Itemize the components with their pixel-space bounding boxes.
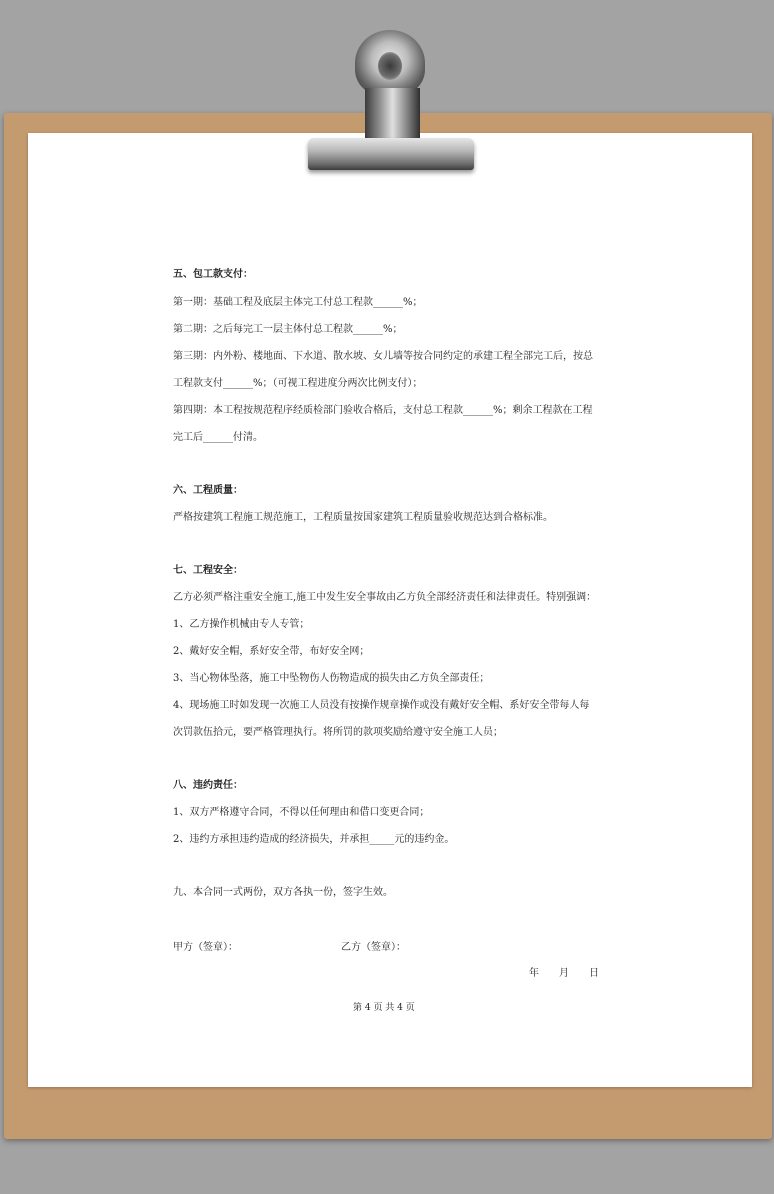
- text-line: 乙方必须严格注重安全施工,施工中发生安全事故由乙方负全部经济责任和法律责任。特别强调：: [173, 592, 597, 603]
- text-line: 第三期：内外粉、楼地面、下水道、散水坡、女儿墙等按合同约定的承建工程全部完工后，按总: [173, 351, 593, 362]
- section-heading: 六、工程质量：: [173, 485, 243, 496]
- text-line: 第二期：之后每完工一层主体付总工程款______%；: [173, 324, 403, 335]
- party-a-signature: 甲方（签章）：: [173, 942, 238, 953]
- text-line: 2、违约方承担违约造成的经济损失，并承担_____元的违约金。: [173, 834, 455, 845]
- clip-neck: [365, 88, 420, 140]
- text-line: 第一期：基础工程及底层主体完工付总工程款______%；: [173, 297, 423, 308]
- signature-date: 年 月 日: [529, 968, 599, 979]
- text-line: 2、戴好安全帽，系好安全带，布好安全网；: [173, 646, 370, 657]
- text-line: 1、乙方操作机械由专人专管；: [173, 619, 310, 630]
- section-heading: 八、违约责任：: [173, 780, 243, 791]
- text-line: 严格按建筑工程施工规范施工，工程质量按国家建筑工程质量验收规范达到合格标准。: [173, 512, 553, 523]
- binder-clip: [308, 138, 474, 170]
- clip-hole: [378, 52, 402, 80]
- text-line: 1、双方严格遵守合同，不得以任何理由和借口变更合同；: [173, 807, 430, 818]
- text-line: 3、当心物体坠落，施工中坠物伤人伤物造成的损失由乙方负全部责任；: [173, 673, 490, 684]
- section-heading: 七、工程安全：: [173, 565, 243, 576]
- page-number: 第 4 页 共 4 页: [353, 1003, 415, 1013]
- text-line: 4、现场施工时如发现一次施工人员没有按操作规章操作或没有戴好安全帽、系好安全带每人每: [173, 700, 590, 711]
- closing-clause: 九、本合同一式两份，双方各执一份，签字生效。: [173, 887, 393, 898]
- text-line: 次罚款伍拾元，要严格管理执行。将所罚的款项奖励给遵守安全施工人员；: [173, 727, 503, 738]
- party-b-signature: 乙方（签章）：: [341, 942, 406, 953]
- section-heading: 五、包工款支付：: [173, 269, 253, 280]
- text-line: 完工后______付清。: [173, 432, 263, 443]
- text-line: 第四期：本工程按规范程序经质检部门验收合格后，支付总工程款______%；剩余工程款在工程: [173, 405, 593, 416]
- text-line: 工程款支付______%；（可视工程进度分两次比例支付）；: [173, 378, 423, 389]
